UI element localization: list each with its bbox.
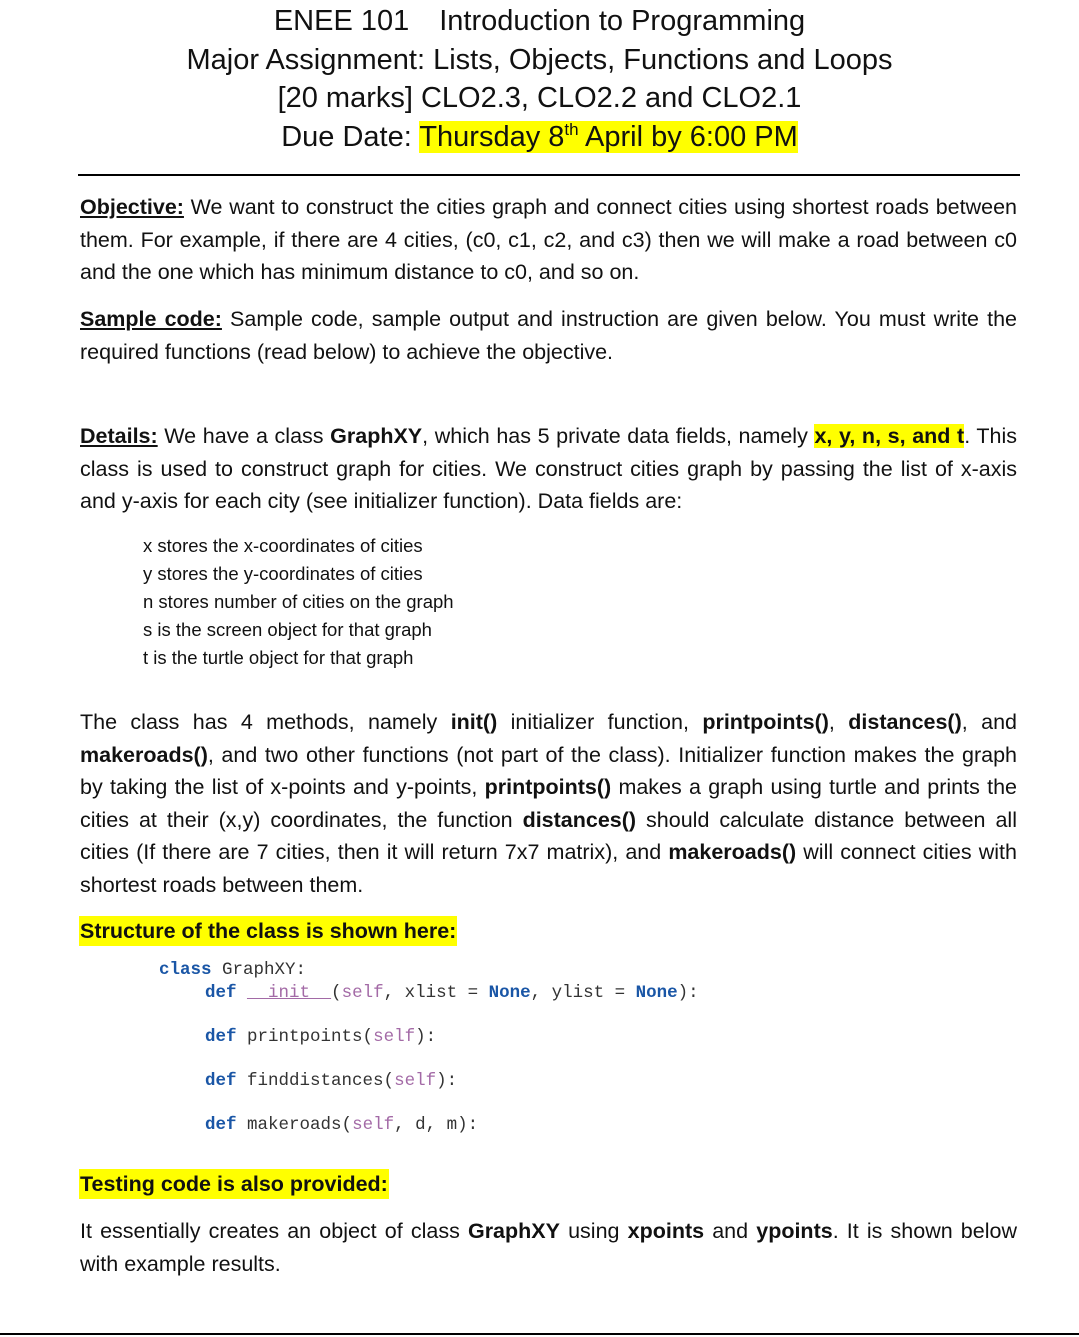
testing-text: It essentially creates an object of class	[80, 1219, 468, 1243]
testing-ypoints: ypoints	[756, 1219, 833, 1243]
methods-paragraph	[80, 706, 1017, 901]
due-superscript: th	[564, 119, 579, 139]
code-none: None	[635, 983, 678, 1003]
method-makeroads: makeroads()	[80, 742, 208, 767]
structure-heading: Structure of the class is shown here:	[79, 916, 457, 946]
code-self: self	[394, 1071, 437, 1091]
field-item: t is the turtle object for that graph	[143, 647, 414, 668]
details-text-3: . This class is used to construct graph for cities. We construct cities graph by passing the list of x-axis and y-axis for each city (see initializer function). Data fields are:	[80, 424, 1017, 513]
code-none: None	[488, 983, 531, 1003]
code-text: , ylist =	[530, 983, 636, 1003]
sample-code-label: Sample code:	[80, 307, 222, 331]
code-keyword: def	[205, 983, 237, 1003]
methods-text: initializer function,	[497, 710, 703, 734]
code-self: self	[341, 983, 384, 1003]
method-makeroads: makeroads()	[668, 840, 797, 864]
course-title: Introduction to Programming	[439, 5, 806, 37]
code-self: self	[373, 1027, 416, 1047]
details-label: Details:	[80, 424, 158, 448]
due-day: Thursday 8	[419, 120, 565, 153]
methods-text: , and two other functions (not part of the class). Initializer function makes the graph by taking the list of x-points and y-points,	[80, 742, 1017, 799]
due-time: April by 6:00 PM	[578, 120, 798, 153]
sample-code-text: Sample code, sample output and instruction are given below. You must write the required functions (read below) to achieve the objective.	[80, 307, 1017, 364]
method-printpoints: printpoints()	[484, 775, 612, 799]
method-distances: distances()	[522, 807, 637, 832]
document-header	[0, 0, 1079, 156]
code-text: ):	[677, 983, 699, 1003]
methods-text: The class has 4 methods, namely	[80, 710, 451, 734]
method-init: init()	[450, 710, 498, 734]
details-paragraph	[80, 420, 1017, 518]
field-item: n stores number of cities on the graph	[143, 591, 454, 612]
method-printpoints: printpoints()	[702, 710, 829, 734]
code-text: (	[331, 983, 342, 1003]
code-text: GraphXY:	[211, 960, 307, 980]
course-line	[0, 2, 1079, 41]
methods-text: should calculate distance between all cities (If there are 7 cities, then it will return 7x7 matrix), and	[80, 807, 1017, 864]
objective-label: Objective:	[80, 195, 184, 219]
field-item: x stores the x-coordinates of cities	[143, 535, 423, 556]
code-text: ):	[415, 1027, 437, 1047]
code-keyword: def	[205, 1071, 237, 1091]
course-code: ENEE 101	[273, 5, 410, 37]
data-fields-list	[143, 532, 454, 672]
methods-text: ,	[828, 710, 849, 734]
methods-text: , and	[961, 710, 1017, 734]
testing-heading: Testing code is also provided:	[79, 1169, 389, 1199]
code-text: printpoints	[236, 1027, 363, 1047]
testing-paragraph	[80, 1215, 1017, 1280]
code-text: (	[383, 1071, 395, 1091]
testing-text: . It is shown below with example results.	[80, 1219, 1017, 1276]
code-text: (	[341, 1115, 353, 1135]
objective-paragraph	[80, 191, 1017, 289]
code-keyword: class	[159, 960, 212, 980]
code-text: ):	[436, 1071, 458, 1091]
methods-text: will connect cities with shortest roads between them.	[80, 840, 1017, 897]
testing-xpoints: xpoints	[627, 1219, 705, 1243]
due-date-highlight	[419, 121, 797, 153]
code-text: , d, m):	[394, 1115, 479, 1135]
testing-class-name: GraphXY	[467, 1219, 560, 1243]
code-line-init	[205, 983, 699, 1003]
due-prefix: Due Date:	[281, 120, 420, 153]
method-distances: distances()	[848, 710, 962, 734]
code-self: self	[352, 1115, 395, 1135]
field-item: y stores the y-coordinates of cities	[143, 563, 423, 584]
code-text: , xlist =	[383, 983, 489, 1003]
details-text-1: We have a class	[157, 424, 331, 448]
code-init-name: __init__	[247, 983, 332, 1003]
due-date-line	[0, 118, 1079, 157]
testing-text: and	[704, 1219, 757, 1243]
testing-text: using	[559, 1219, 628, 1243]
code-line-class	[159, 960, 306, 980]
code-keyword: def	[205, 1027, 237, 1047]
code-line-printpoints	[205, 1027, 436, 1047]
page-bottom-rule	[0, 1333, 1079, 1335]
sample-code-paragraph	[80, 303, 1017, 368]
methods-text: makes a graph using turtle and prints the cities at their (x,y) coordinates, the function	[80, 775, 1018, 832]
field-item: s is the screen object for that graph	[143, 619, 432, 640]
code-line-makeroads	[205, 1115, 478, 1135]
code-keyword: def	[205, 1115, 237, 1135]
assignment-title: Major Assignment: Lists, Objects, Functions and Loops	[186, 43, 893, 76]
code-line-finddistances	[205, 1071, 457, 1091]
code-text: (	[362, 1027, 374, 1047]
details-class-name: GraphXY	[330, 424, 423, 448]
code-text: finddistances	[236, 1071, 384, 1091]
details-text-2: , which has 5 private data fields, namely	[422, 424, 815, 448]
code-text: makeroads	[236, 1115, 342, 1135]
details-fields-highlight: x, y, n, s, and t	[814, 424, 965, 448]
objective-text: We want to construct the cities graph and connect cities using shortest roads between them. For example, if there are 4 cities, (c0, c1, c2, and c3) then we will make a road between c0 and the one which has minimum distance to c0, and so on.	[80, 195, 1017, 284]
header-divider	[78, 174, 1020, 176]
marks-line: [20 marks] CLO2.3, CLO2.2 and CLO2.1	[277, 82, 802, 114]
